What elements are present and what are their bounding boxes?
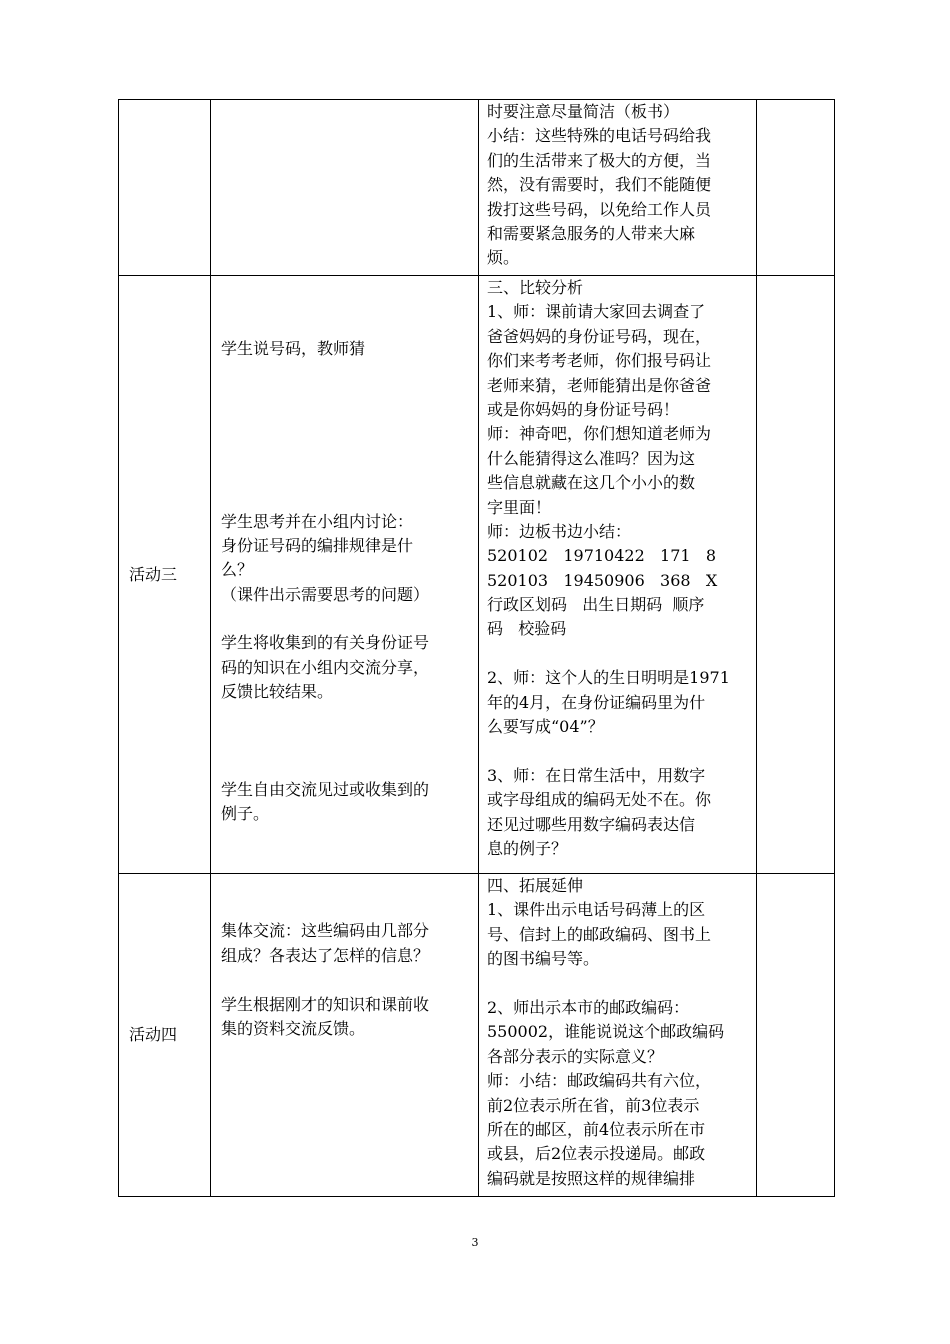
text-line: 集的资料交流反馈。	[221, 1018, 366, 1038]
text-line: 爸爸妈妈的身份证号码，现在，	[487, 326, 712, 346]
teacher-activity-cell	[479, 100, 757, 276]
notes-cell	[757, 100, 835, 276]
text-line: 或是你妈妈的身份证号码！	[487, 399, 680, 419]
text-line: 前2位表示所在省，前3位表示	[487, 1095, 700, 1115]
text-line: 反馈比较结果。	[221, 682, 334, 702]
text-line: 或字母组成的编码无处不在。你	[487, 790, 712, 810]
text-line: 你们来考考老师，你们报号码让	[487, 351, 712, 371]
text-line: 些信息就藏在这几个小小的数	[487, 473, 696, 493]
text-line: 还见过哪些用数字编码表达信	[487, 814, 696, 834]
text-line: 和需要紧急服务的人带来大麻	[487, 223, 696, 243]
text-line: 小结：这些特殊的电话号码给我	[487, 126, 712, 146]
text-line	[487, 642, 750, 666]
text-line: 老师来猜，老师能猜出是你爸爸	[487, 375, 712, 395]
text-line	[487, 972, 750, 996]
text-line: 然，没有需要时，我们不能随便	[487, 175, 712, 195]
text-line: 的图书编号等。	[487, 949, 600, 969]
text-line: 学生自由交流见过或收集到的	[221, 779, 430, 799]
text-line: 3、师：在日常生活中，用数字	[487, 765, 706, 785]
text-line: 例子。	[221, 804, 270, 824]
table-row	[119, 100, 835, 276]
text-line: 烦。	[487, 248, 520, 268]
text-line: 什么能猜得这么准吗？因为这	[487, 448, 696, 468]
text-line: 们的生活带来了极大的方便，当	[487, 150, 712, 170]
text-line: 师：小结：邮政编码共有六位，	[487, 1071, 712, 1091]
text-line: 学生说号码，教师猜	[221, 338, 366, 358]
text-line: 1、课件出示电话号码薄上的区	[487, 900, 706, 920]
text-line: 时要注意尽量简洁（板书）	[487, 102, 680, 121]
text-line: 字里面！	[487, 497, 552, 517]
student-activity-cell	[211, 276, 479, 874]
text-line: 520102 19710422 171 8	[487, 546, 717, 566]
text-line: 550002，谁能说说这个邮政编码	[487, 1022, 725, 1042]
text-line: 师：边板书边小结：	[487, 521, 632, 541]
text-line: （课件出示需要思考的问题）	[221, 584, 430, 604]
lesson-plan-table	[118, 99, 835, 1197]
text-line	[487, 739, 750, 763]
text-line: 各部分表示的实际意义？	[487, 1046, 664, 1066]
text-line: 三、比较分析	[487, 278, 584, 297]
stage-cell	[119, 100, 211, 276]
text-line: 2、师：这个人的生日明明是1971	[487, 668, 730, 688]
student-activity-cell	[211, 100, 479, 276]
text-line: 身份证号码的编排规律是什	[221, 535, 414, 555]
text-line: 或县，后2位表示投递局。邮政	[487, 1144, 706, 1164]
notes-cell	[757, 276, 835, 874]
text-line: 组成？各表达了怎样的信息？	[221, 945, 430, 965]
notes-cell	[757, 874, 835, 1197]
text-line: 学生将收集到的有关身份证号	[221, 633, 430, 653]
text-line: 1、师：课前请大家回去调查了	[487, 302, 706, 322]
text-line: 四、拓展延伸	[487, 876, 584, 895]
text-line: 行政区划码 出生日期码 顺序	[487, 595, 705, 615]
text-line: 么？	[221, 560, 254, 580]
page-number: 3	[471, 1236, 479, 1249]
text-line: 编码就是按照这样的规律编排	[487, 1168, 696, 1188]
text-line: 学生根据刚才的知识和课前收	[221, 994, 430, 1014]
text-line: 年的4月，在身份证编码里为什	[487, 692, 706, 712]
text-line: 学生思考并在小组内讨论：	[221, 511, 414, 531]
teacher-activity-cell	[479, 874, 757, 1197]
text-line: 码的知识在小组内交流分享，	[221, 657, 430, 677]
text-line: 么要写成“04”？	[487, 717, 604, 737]
text-line: 集体交流：这些编码由几部分	[221, 921, 430, 941]
table-row	[119, 276, 835, 874]
stage-label: 活动四	[119, 874, 211, 1197]
text-line: 息的例子？	[487, 838, 568, 858]
teacher-activity-cell	[479, 276, 757, 874]
text-line: 520103 19450906 368 X	[487, 570, 718, 590]
text-line: 师：神奇吧，你们想知道老师为	[487, 424, 712, 444]
text-line: 拨打这些号码，以免给工作人员	[487, 199, 712, 219]
stage-label: 活动三	[119, 276, 211, 874]
text-line: 所在的邮区，前4位表示所在市	[487, 1119, 706, 1139]
text-line: 2、师出示本市的邮政编码：	[487, 997, 690, 1017]
text-line: 号、信封上的邮政编码、图书上	[487, 924, 712, 944]
table-row	[119, 874, 835, 1197]
student-activity-cell	[211, 874, 479, 1197]
text-line: 码 校验码	[487, 619, 567, 639]
